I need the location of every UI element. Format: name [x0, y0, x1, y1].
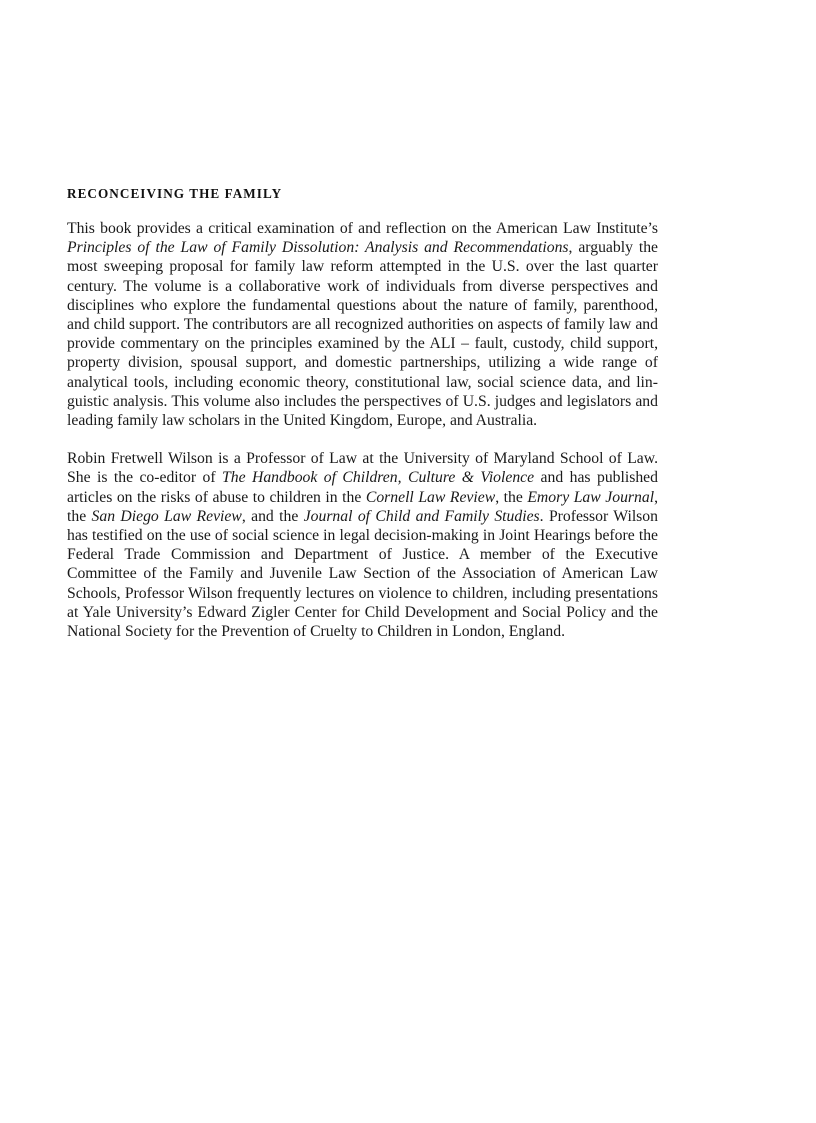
bio-text-4: , the	[67, 488, 658, 525]
emory-law-journal-title: Emory Law Journal	[527, 488, 655, 506]
child-family-studies-title: Journal of Child and Family Studies	[303, 507, 540, 525]
book-description-paragraph	[67, 219, 658, 430]
san-diego-law-review-title: San Diego Law Review	[91, 507, 242, 525]
book-title-heading: RECONCEIVING THE FAMILY	[67, 186, 283, 201]
handbook-title: The Handbook of Children, Culture & Violence	[222, 469, 535, 487]
principles-title: Principles of the Law of Family Dissolution: Analysis and Recommendations	[67, 239, 569, 257]
description-text-2: , arguably the most sweeping proposal for family law reform attempted in the U.S. over the last quarter century. The volume is a collaborative work of individuals from diverse perspectives and disciplines who explore the fundamental questions about the nature of family, parenthood, and child support. The contributors are all recognized authorities on aspects of family law and provide commentary on the principles examined by the ALI – fault, custody, child support, property division, spousal support, and domestic partnerships, utilizing a wide range of analytical tools, including economic theory, constitutional law, social science data, and linguistic analysis. This volume also includes the perspectives of U.S. judges and legislators and leading family law scholars in the United Kingdom, Europe, and Australia.	[67, 239, 658, 430]
bio-text-6: . Professor Wilson has testified on the use of social science in legal decision-making in Joint Hearings before the Federal Trade Commission and Department of Justice. A member of the Executive Committee of the Family and Juvenile Law Section of the Association of American Law Schools, Professor Wilson frequently lectures on violence to children, including presentations at Yale University’s Edward Zigler Center for Child Development and Social Policy and the National Society for the Prevention of Cruelty to Children in London, England.	[67, 507, 658, 641]
bio-text-2: and has published articles on the risks of abuse to children in the	[67, 469, 658, 506]
description-text-1: This book provides a critical examination of and reflection on the American Law Institute’s	[67, 220, 658, 237]
page-content	[67, 185, 658, 641]
bio-text-3: , the	[495, 488, 528, 506]
bio-text-5: , and the	[241, 507, 304, 525]
bio-text-1: Robin Fretwell Wilson is a Professor of Law at the University of Maryland School of Law. She is the co-editor of	[67, 450, 658, 487]
cornell-law-review-title: Cornell Law Review	[365, 488, 496, 506]
author-bio-paragraph	[67, 449, 658, 641]
